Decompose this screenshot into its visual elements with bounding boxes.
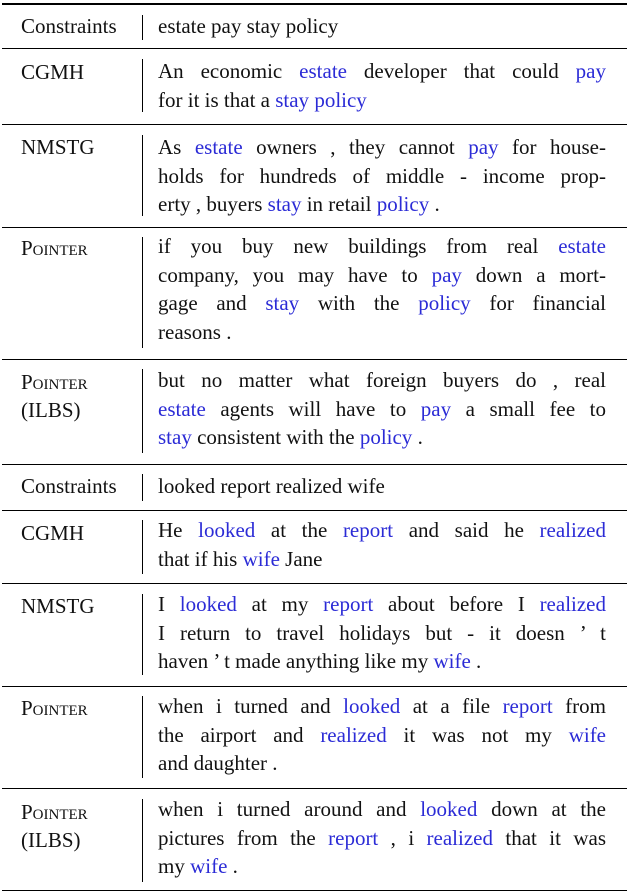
text-line	[158, 423, 606, 452]
constraint-word: wife	[190, 854, 228, 878]
column-divider	[142, 369, 143, 453]
text-line	[158, 190, 606, 219]
table-row	[2, 359, 627, 464]
table-row	[2, 686, 627, 788]
text-line	[158, 162, 606, 191]
constraint-word: report	[502, 694, 553, 718]
text-segment: reasons .	[158, 319, 232, 344]
constraint-word: estate	[558, 234, 606, 258]
constraint-word: realized	[539, 518, 606, 542]
text-segment: .	[429, 192, 440, 216]
text-segment: and daughter .	[158, 751, 278, 775]
text-segment: looked report realized wife	[158, 474, 385, 498]
text-line	[158, 619, 606, 648]
text-segment: haven ’ t made anything like my	[158, 649, 434, 673]
constraint-word: stay	[265, 291, 300, 315]
text-line	[158, 647, 606, 676]
row-label-line: Pointer	[21, 236, 88, 260]
constraint-word: pay	[420, 396, 452, 421]
text-segment: Jane	[279, 546, 323, 571]
row-label-line: (ILBS)	[21, 828, 81, 852]
constraint-word: stay	[267, 192, 302, 216]
text-segment: at a file	[400, 694, 503, 718]
column-divider	[142, 135, 143, 216]
text-segment: company, you may have to	[158, 262, 432, 287]
row-label	[21, 234, 88, 262]
constraint-word: realized	[426, 825, 493, 850]
text-segment: at my	[236, 592, 324, 616]
table-row	[2, 124, 627, 227]
row-label	[21, 519, 84, 547]
constraint-word: estate	[194, 135, 243, 159]
row-text	[158, 57, 606, 114]
text-segment: that if his	[158, 546, 243, 571]
column-divider	[142, 520, 143, 574]
row-label	[21, 472, 117, 500]
column-divider	[142, 474, 143, 501]
row-label-line: CGMH	[21, 521, 85, 545]
text-segment: erty , buyers	[158, 192, 268, 216]
text-line	[158, 133, 606, 162]
table-row	[2, 583, 627, 686]
text-line	[158, 86, 606, 115]
comparison-table	[2, 3, 627, 891]
text-segment: As	[158, 135, 195, 159]
table-row	[2, 464, 627, 510]
text-line	[158, 366, 606, 395]
row-label	[21, 368, 88, 424]
text-segment: developer that could	[346, 59, 576, 83]
row-label	[21, 592, 95, 620]
text-segment: estate pay stay policy	[158, 14, 339, 38]
text-segment: for it is that a	[158, 87, 276, 112]
column-divider	[142, 799, 143, 882]
row-label-line: NMSTG	[21, 135, 95, 159]
text-line	[158, 852, 606, 881]
text-segment: when i turned around and	[158, 797, 421, 821]
row-text	[158, 12, 606, 41]
row-text	[158, 232, 606, 346]
text-line	[158, 516, 606, 545]
text-segment: my	[158, 854, 191, 878]
row-label-line: (ILBS)	[21, 398, 81, 422]
text-segment: owners , they cannot	[242, 135, 469, 159]
row-text	[158, 472, 606, 501]
constraint-word: policy	[314, 87, 367, 112]
text-segment: .	[470, 649, 482, 673]
row-label-line: Pointer	[21, 370, 88, 394]
column-divider	[142, 594, 143, 675]
text-segment: that it was	[493, 825, 606, 850]
column-divider	[142, 59, 143, 112]
text-segment: .	[227, 854, 238, 878]
text-segment: I return to travel holidays but - it doesn ’ t	[158, 620, 606, 645]
text-line	[158, 289, 606, 318]
text-segment: consistent with the	[191, 425, 360, 449]
text-line	[158, 395, 606, 424]
text-segment: when i turned and	[158, 694, 344, 718]
text-line	[158, 692, 606, 721]
text-line	[158, 12, 606, 41]
row-label-line: NMSTG	[21, 594, 95, 618]
row-label	[21, 12, 117, 40]
row-label	[21, 694, 88, 722]
text-segment: An economic	[158, 59, 300, 83]
text-segment: agents will have to	[205, 396, 421, 421]
text-line	[158, 545, 606, 574]
constraint-word: stay	[158, 425, 192, 449]
row-text	[158, 590, 606, 676]
text-segment: for house-	[498, 135, 606, 159]
text-line	[158, 57, 606, 86]
text-segment: about before I	[373, 592, 540, 616]
table-row	[2, 227, 627, 359]
constraint-word: policy	[359, 425, 413, 449]
column-divider	[142, 15, 143, 40]
text-segment: pictures from the	[158, 825, 329, 850]
constraint-word: looked	[420, 797, 478, 821]
text-segment: , i	[378, 825, 427, 850]
constraint-word: looked	[198, 518, 256, 542]
text-segment: holds for hundreds of middle - income prop-	[158, 163, 606, 188]
table-row	[2, 48, 627, 124]
table-row	[2, 510, 627, 583]
text-segment: but no matter what foreign buyers do , real	[158, 368, 606, 392]
constraint-word: report	[323, 592, 374, 616]
text-line	[158, 318, 606, 347]
row-label-line: Pointer	[21, 696, 88, 720]
constraint-word: wife	[433, 649, 471, 673]
text-segment: He	[158, 518, 199, 542]
column-divider	[142, 237, 143, 348]
constraint-word: stay	[275, 87, 310, 112]
text-segment: and said he	[393, 518, 540, 542]
row-label-line: Constraints	[21, 14, 117, 38]
constraint-word: estate	[158, 396, 206, 421]
text-segment: from	[552, 694, 606, 718]
text-segment: it was not my	[386, 722, 569, 747]
text-line	[158, 232, 606, 261]
constraint-word: pay	[468, 135, 499, 159]
constraint-word: policy	[376, 192, 430, 216]
row-label-line: CGMH	[21, 60, 85, 84]
text-line	[158, 590, 606, 619]
text-segment: with the	[299, 291, 419, 315]
text-line	[158, 472, 606, 501]
column-divider	[142, 696, 143, 778]
table-row	[2, 3, 627, 48]
text-line	[158, 749, 606, 778]
constraint-word: realized	[539, 592, 607, 616]
row-text	[158, 795, 606, 881]
constraint-word: policy	[418, 291, 471, 315]
text-segment: at the	[255, 518, 343, 542]
constraint-word: report	[328, 825, 379, 850]
text-line	[158, 795, 606, 824]
row-label	[21, 798, 88, 854]
text-segment: down at the	[477, 797, 606, 821]
text-line	[158, 824, 606, 853]
constraint-word: pay	[575, 59, 606, 83]
table-row	[2, 788, 627, 891]
row-label-line: Pointer	[21, 800, 88, 824]
constraint-word: report	[342, 518, 394, 542]
text-segment: if you buy new buildings from real	[158, 234, 559, 258]
text-line	[158, 261, 606, 290]
text-segment: I	[158, 592, 180, 616]
row-text	[158, 133, 606, 219]
constraint-word: wife	[242, 546, 280, 571]
row-label	[21, 58, 84, 86]
constraint-word: wife	[568, 722, 607, 747]
text-segment: down a mort-	[461, 262, 606, 287]
constraint-word: estate	[299, 59, 347, 83]
text-line	[158, 721, 606, 750]
text-segment: .	[412, 425, 423, 449]
text-segment: a small fee to	[451, 396, 606, 421]
constraint-word: looked	[343, 694, 401, 718]
row-label	[21, 133, 95, 161]
text-segment: in retail	[301, 192, 377, 216]
row-text	[158, 366, 606, 452]
row-text	[158, 516, 606, 573]
row-text	[158, 692, 606, 778]
text-segment: for financial	[470, 291, 606, 315]
text-segment: gage and	[158, 291, 266, 315]
row-label-line: Constraints	[21, 474, 117, 498]
constraint-word: realized	[320, 722, 387, 747]
constraint-word: looked	[179, 592, 237, 616]
text-segment: the airport and	[158, 722, 321, 747]
constraint-word: pay	[431, 262, 462, 287]
